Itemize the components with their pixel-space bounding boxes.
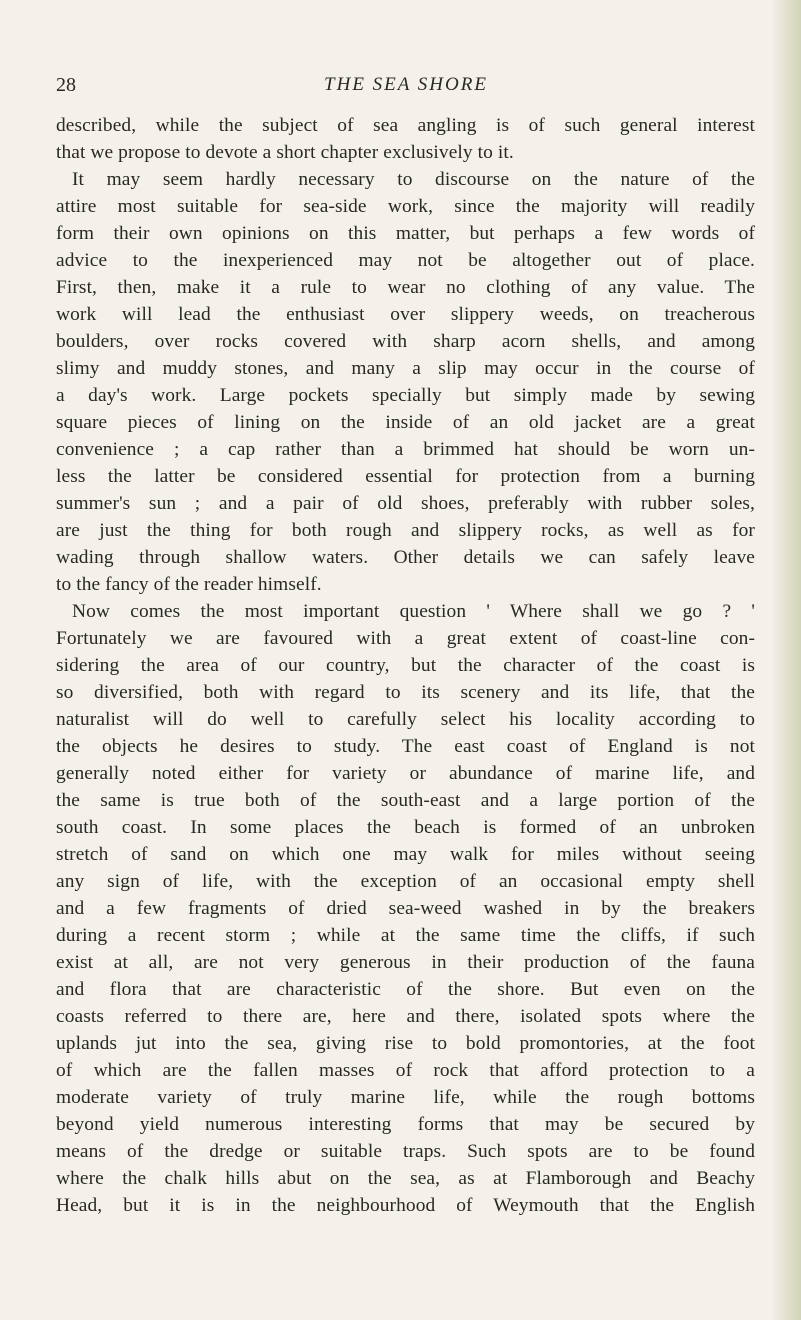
text-line: of which are the fallen masses of rock that afford protection to a xyxy=(56,1060,755,1081)
text-line: form their own opinions on this matter, but perhaps a few words of xyxy=(56,223,755,244)
text-line: exist at all, are not very generous in their production of the fauna xyxy=(56,952,755,973)
text-line: south coast. In some places the beach is formed of an unbroken xyxy=(56,817,755,838)
page-edge-shadow xyxy=(771,0,801,1320)
text-line: that we propose to devote a short chapter exclusively to it. xyxy=(56,142,514,163)
text-line: work will lead the enthusiast over slippery weeds, on treacherous xyxy=(56,304,755,325)
text-line: moderate variety of truly marine life, while the rough bottoms xyxy=(56,1087,755,1108)
text-line: described, while the subject of sea angling is of such general interest xyxy=(56,115,755,136)
text-line: and flora that are characteristic of the shore. But even on the xyxy=(56,979,755,1000)
text-line: Fortunately we are favoured with a great extent of coast-line con- xyxy=(56,628,755,649)
text-line: are just the thing for both rough and slippery rocks, as well as for xyxy=(56,520,755,541)
text-line: First, then, make it a rule to wear no clothing of any value. The xyxy=(56,277,755,298)
text-line: wading through shallow waters. Other details we can safely leave xyxy=(56,547,755,568)
text-line: less the latter be considered essential for protection from a burning xyxy=(56,466,755,487)
text-line: advice to the inexperienced may not be altogether out of place. xyxy=(56,250,755,271)
running-title: THE SEA SHORE xyxy=(324,74,488,95)
page-number: 28 xyxy=(56,74,76,96)
text-line: generally noted either for variety or abundance of marine life, and xyxy=(56,763,755,784)
text-line: stretch of sand on which one may walk for miles without seeing xyxy=(56,844,755,865)
text-line: uplands jut into the sea, giving rise to bold promontories, at the foot xyxy=(56,1033,755,1054)
text-line: sidering the area of our country, but the character of the coast is xyxy=(56,655,755,676)
text-line: convenience ; a cap rather than a brimmed hat should be worn un- xyxy=(56,439,755,460)
text-line: naturalist will do well to carefully select his locality according to xyxy=(56,709,755,730)
text-line: slimy and muddy stones, and many a slip may occur in the course of xyxy=(56,358,755,379)
text-line: It may seem hardly necessary to discourse on the nature of the xyxy=(72,169,755,190)
text-line: the same is true both of the south-east and a large portion of the xyxy=(56,790,755,811)
text-line: square pieces of lining on the inside of an old jacket are a great xyxy=(56,412,755,433)
text-line: where the chalk hills abut on the sea, as at Flamborough and Beachy xyxy=(56,1168,755,1189)
text-line: the objects he desires to study. The east coast of England is not xyxy=(56,736,755,757)
text-line: during a recent storm ; while at the same time the cliffs, if such xyxy=(56,925,755,946)
text-line: attire most suitable for sea-side work, since the majority will readily xyxy=(56,196,755,217)
text-line: any sign of life, with the exception of an occasional empty shell xyxy=(56,871,755,892)
page-header xyxy=(56,70,756,100)
text-line: beyond yield numerous interesting forms that may be secured by xyxy=(56,1114,755,1135)
text-line: a day's work. Large pockets specially but simply made by sewing xyxy=(56,385,755,406)
text-line: Now comes the most important question ' Where shall we go ? ' xyxy=(72,601,755,622)
text-line: coasts referred to there are, here and there, isolated spots where the xyxy=(56,1006,755,1027)
text-line: summer's sun ; and a pair of old shoes, preferably with rubber soles, xyxy=(56,493,755,514)
text-line: means of the dredge or suitable traps. Such spots are to be found xyxy=(56,1141,755,1162)
text-line: so diversified, both with regard to its scenery and its life, that the xyxy=(56,682,755,703)
text-line: to the fancy of the reader himself. xyxy=(56,574,322,595)
text-line: boulders, over rocks covered with sharp acorn shells, and among xyxy=(56,331,755,352)
text-line: and a few fragments of dried sea-weed washed in by the breakers xyxy=(56,898,755,919)
body-text xyxy=(56,112,755,1219)
text-line: Head, but it is in the neighbourhood of Weymouth that the English xyxy=(56,1195,755,1216)
